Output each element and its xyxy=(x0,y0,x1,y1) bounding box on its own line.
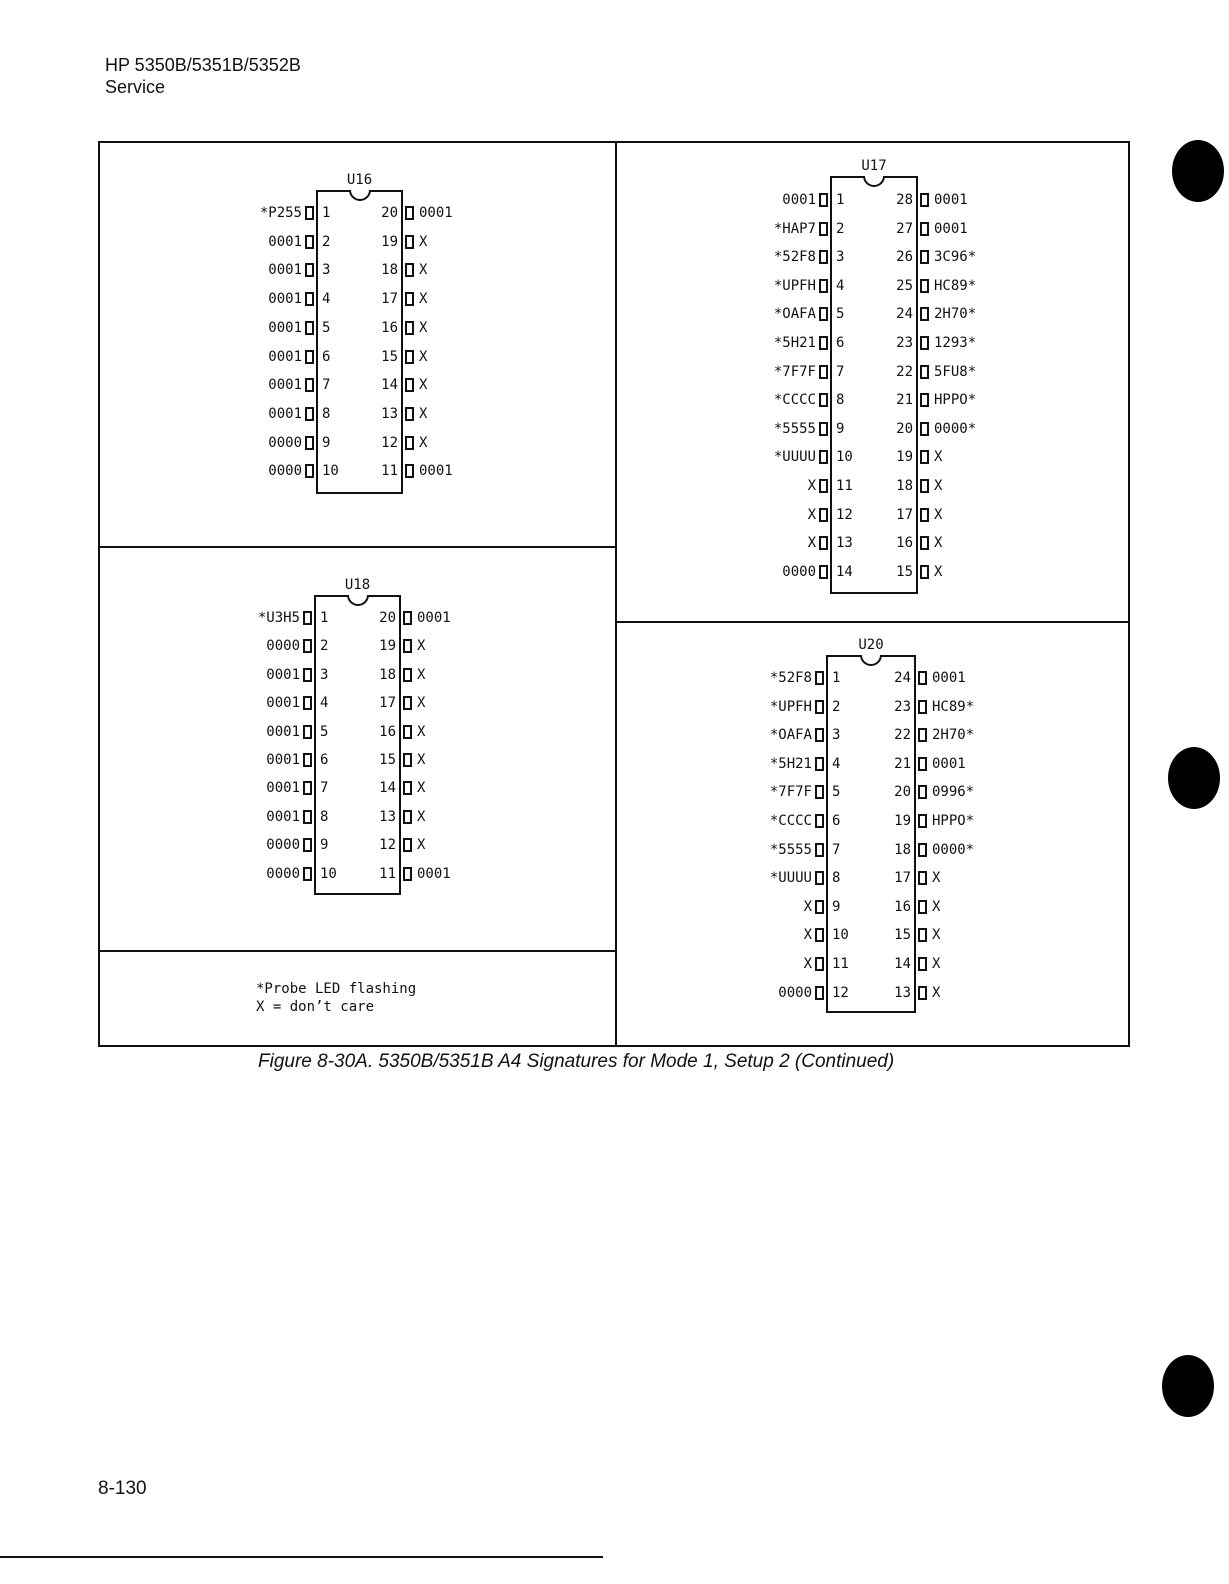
u17-pin-4-signature: *UPFH xyxy=(773,277,816,294)
u17-pin-17-number: 17 xyxy=(896,506,913,523)
u16-pin-15-signature: X xyxy=(419,348,428,365)
u17-pin-21-number: 21 xyxy=(896,392,913,409)
u17-pin-6-number: 6 xyxy=(836,335,845,351)
u16-pin-17-number: 17 xyxy=(381,291,398,308)
u18-pin-7-signature: 0001 xyxy=(266,780,300,797)
binder-hole-middle xyxy=(1168,747,1220,809)
u16-pin-2-number: 2 xyxy=(322,233,331,250)
pin-pad-icon xyxy=(920,422,929,436)
pin-pad-icon xyxy=(819,565,828,579)
pin-pad-icon xyxy=(403,781,412,795)
u16-pin-13-number: 13 xyxy=(381,405,398,422)
u18-pin-1-signature: *U3H5 xyxy=(257,610,300,626)
u17-pin-28-number: 28 xyxy=(896,192,913,208)
pin-pad-icon xyxy=(303,838,312,852)
u16-pin-18-number: 18 xyxy=(381,262,398,279)
pin-pad-icon xyxy=(815,957,824,971)
u20-pin-9-number: 9 xyxy=(832,898,841,915)
pin-pad-icon xyxy=(303,781,312,795)
u16-pin-13-signature: X xyxy=(419,405,428,422)
u17-pin-24-signature: 2H70* xyxy=(934,306,977,323)
bottom-rule xyxy=(0,1556,603,1558)
u20-pin-7-number: 7 xyxy=(832,841,841,858)
pin-pad-icon xyxy=(303,696,312,710)
u20-pin-8-number: 8 xyxy=(832,870,841,887)
u17-pin-5-number: 5 xyxy=(836,306,845,323)
u20-pin-4-number: 4 xyxy=(832,755,841,772)
pin-pad-icon xyxy=(303,753,312,767)
u17-pin-25-signature: HC89* xyxy=(934,277,977,294)
u20-pin-10-number: 10 xyxy=(832,927,849,944)
u20-pin-14-number: 14 xyxy=(894,956,911,972)
u20-pin-10-signature: X xyxy=(803,927,812,944)
u18-pin-3-number: 3 xyxy=(320,666,329,683)
pin-pad-icon xyxy=(403,668,412,682)
u20-pin-17-number: 17 xyxy=(894,870,911,887)
u16-pin-19-signature: X xyxy=(419,233,428,250)
u18-pin-4-signature: 0001 xyxy=(266,695,300,712)
u16-pin-14-signature: X xyxy=(419,377,428,394)
pin-pad-icon xyxy=(918,671,927,685)
pin-pad-icon xyxy=(303,867,312,881)
u20-pin-22-signature: 2H70* xyxy=(932,727,975,744)
pin-pad-icon xyxy=(920,450,929,464)
u17-pin-26-number: 26 xyxy=(896,249,913,266)
u17-pin-9-number: 9 xyxy=(836,420,845,437)
u20-pin-13-number: 13 xyxy=(894,984,911,1001)
pin-pad-icon xyxy=(918,757,927,771)
u17-pin-10-signature: *UUUU xyxy=(773,449,816,466)
figure-center-divider xyxy=(615,141,617,1047)
u18-pin-11-signature: 0001 xyxy=(417,865,451,882)
u16-pin-6-number: 6 xyxy=(322,348,331,365)
u17-pin-8-signature: *CCCC xyxy=(773,392,816,409)
u20-pin-23-signature: HC89* xyxy=(932,698,975,715)
u20-pin-4-signature: *5H21 xyxy=(769,755,812,772)
pin-pad-icon xyxy=(305,436,314,450)
pin-pad-icon xyxy=(303,611,312,625)
u20-pin-11-number: 11 xyxy=(832,956,849,972)
u17-pin-22-number: 22 xyxy=(896,363,913,380)
pin-pad-icon xyxy=(305,378,314,392)
u17-pin-1-number: 1 xyxy=(836,192,845,208)
pin-pad-icon xyxy=(405,206,414,220)
pin-pad-icon xyxy=(819,336,828,350)
pin-pad-icon xyxy=(305,407,314,421)
u20-pin-8-signature: *UUUU xyxy=(769,870,812,887)
u16-pin-5-signature: 0001 xyxy=(268,319,302,336)
u18-pin-10-signature: 0000 xyxy=(266,865,300,882)
u20-pin-14-signature: X xyxy=(932,956,941,972)
pin-pad-icon xyxy=(405,436,414,450)
pin-pad-icon xyxy=(403,838,412,852)
u17-pin-7-number: 7 xyxy=(836,363,845,380)
left-divider-2 xyxy=(100,950,615,952)
u17-pin-20-signature: 0000* xyxy=(934,420,977,437)
u18-label: U18 xyxy=(344,577,371,593)
pin-pad-icon xyxy=(815,671,824,685)
u16-pin-12-number: 12 xyxy=(381,434,398,451)
u16-pin-16-signature: X xyxy=(419,319,428,336)
u17-pin-21-signature: HPPO* xyxy=(934,392,977,409)
pin-pad-icon xyxy=(918,957,927,971)
u17-pin-27-signature: 0001 xyxy=(934,220,968,237)
u20-pin-21-number: 21 xyxy=(894,755,911,772)
u17-pin-6-signature: *5H21 xyxy=(773,335,816,351)
u17-pin-3-signature: *52F8 xyxy=(773,249,816,266)
pin-pad-icon xyxy=(403,611,412,625)
u17-pin-17-signature: X xyxy=(934,506,943,523)
u20-pin-2-number: 2 xyxy=(832,698,841,715)
u17-pin-16-number: 16 xyxy=(896,535,913,552)
u16-pin-1-signature: *P255 xyxy=(259,205,302,221)
pin-pad-icon xyxy=(305,321,314,335)
pin-pad-icon xyxy=(403,810,412,824)
pin-pad-icon xyxy=(819,307,828,321)
pin-pad-icon xyxy=(815,986,824,1000)
pin-pad-icon xyxy=(819,193,828,207)
u18-pin-6-signature: 0001 xyxy=(266,752,300,768)
u17-pin-13-signature: X xyxy=(807,535,816,552)
u18-pin-5-signature: 0001 xyxy=(266,723,300,740)
u20-pin-18-number: 18 xyxy=(894,841,911,858)
legend-dont-care: X = don’t care xyxy=(256,999,375,1015)
pin-pad-icon xyxy=(918,814,927,828)
pin-pad-icon xyxy=(815,700,824,714)
u16-pin-19-number: 19 xyxy=(381,233,398,250)
u16-pin-11-number: 11 xyxy=(381,463,398,480)
u16-label: U16 xyxy=(346,172,373,188)
u20-pin-3-signature: *OAFA xyxy=(769,727,812,744)
u16-pin-6-signature: 0001 xyxy=(268,348,302,365)
pin-pad-icon xyxy=(918,785,927,799)
pin-pad-icon xyxy=(819,536,828,550)
pin-pad-icon xyxy=(918,928,927,942)
u20-pin-15-signature: X xyxy=(932,927,941,944)
u18-pin-5-number: 5 xyxy=(320,723,329,740)
pin-pad-icon xyxy=(819,422,828,436)
pin-pad-icon xyxy=(920,536,929,550)
u18-pin-19-number: 19 xyxy=(379,638,396,655)
u16-pin-4-signature: 0001 xyxy=(268,291,302,308)
u17-pin-24-number: 24 xyxy=(896,306,913,323)
u20-pin-12-signature: 0000 xyxy=(778,984,812,1001)
pin-pad-icon xyxy=(403,696,412,710)
pin-pad-icon xyxy=(918,986,927,1000)
u17-pin-15-number: 15 xyxy=(896,563,913,580)
u18-pin-12-signature: X xyxy=(417,837,426,854)
pin-pad-icon xyxy=(819,365,828,379)
u16-pin-10-signature: 0000 xyxy=(268,463,302,480)
u17-label: U17 xyxy=(861,158,887,174)
u16-pin-16-number: 16 xyxy=(381,319,398,336)
u20-pin-13-signature: X xyxy=(932,984,941,1001)
pin-pad-icon xyxy=(819,450,828,464)
u18-pin-15-signature: X xyxy=(417,752,426,768)
pin-pad-icon xyxy=(920,508,929,522)
pin-pad-icon xyxy=(920,307,929,321)
u17-pin-19-signature: X xyxy=(934,449,943,466)
u17-pin-4-number: 4 xyxy=(836,277,845,294)
pin-pad-icon xyxy=(920,279,929,293)
u20-pin-19-signature: HPPO* xyxy=(932,813,975,829)
u17-pin-10-number: 10 xyxy=(836,449,853,466)
pin-pad-icon xyxy=(303,639,312,653)
u18-pin-17-number: 17 xyxy=(379,695,396,712)
u20-pin-2-signature: *UPFH xyxy=(769,698,812,715)
pin-pad-icon xyxy=(815,728,824,742)
u18-pin-2-number: 2 xyxy=(320,638,329,655)
u20-pin-6-signature: *CCCC xyxy=(769,813,812,829)
u20-pin-21-signature: 0001 xyxy=(932,755,966,772)
u16-pin-20-number: 20 xyxy=(381,205,398,221)
pin-pad-icon xyxy=(305,263,314,277)
u17-pin-5-signature: *OAFA xyxy=(773,306,816,323)
u17-pin-19-number: 19 xyxy=(896,449,913,466)
u17-pin-14-number: 14 xyxy=(836,563,853,580)
u17-pin-8-number: 8 xyxy=(836,392,845,409)
page-header xyxy=(105,54,301,98)
u17-pin-25-number: 25 xyxy=(896,277,913,294)
u18-pin-18-signature: X xyxy=(417,666,426,683)
pin-pad-icon xyxy=(819,279,828,293)
u17-pin-3-number: 3 xyxy=(836,249,845,266)
u16-pin-18-signature: X xyxy=(419,262,428,279)
u20-pin-16 xyxy=(0,898,941,916)
pin-pad-icon xyxy=(819,222,828,236)
u16-pin-8-number: 8 xyxy=(322,405,331,422)
pin-pad-icon xyxy=(405,235,414,249)
pin-pad-icon xyxy=(920,393,929,407)
pin-pad-icon xyxy=(815,928,824,942)
u16-pin-3-number: 3 xyxy=(322,262,331,279)
u16-pin-7-number: 7 xyxy=(322,377,331,394)
u16-pin-3-signature: 0001 xyxy=(268,262,302,279)
u18-pin-16-number: 16 xyxy=(379,723,396,740)
u18-pin-4-number: 4 xyxy=(320,695,329,712)
u20-pin-23-number: 23 xyxy=(894,698,911,715)
u18-pin-7-number: 7 xyxy=(320,780,329,797)
u20-pin-6-number: 6 xyxy=(832,813,841,829)
pin-pad-icon xyxy=(819,508,828,522)
u17-pin-23-number: 23 xyxy=(896,335,913,351)
u20-pin-5-number: 5 xyxy=(832,784,841,801)
u20-pin-16-number: 16 xyxy=(894,898,911,915)
u18-pin-6-number: 6 xyxy=(320,752,329,768)
pin-pad-icon xyxy=(403,639,412,653)
u20-pin-15-number: 15 xyxy=(894,927,911,944)
pin-pad-icon xyxy=(920,365,929,379)
u20-pin-1-number: 1 xyxy=(832,670,841,686)
u16-pin-5-number: 5 xyxy=(322,319,331,336)
u17-pin-2-number: 2 xyxy=(836,220,845,237)
pin-pad-icon xyxy=(305,235,314,249)
pin-pad-icon xyxy=(815,785,824,799)
binder-hole-top xyxy=(1172,140,1224,202)
u16-pin-14-number: 14 xyxy=(381,377,398,394)
u17-pin-26-signature: 3C96* xyxy=(934,249,977,266)
u16-pin-20-signature: 0001 xyxy=(419,205,453,221)
u17-pin-16-signature: X xyxy=(934,535,943,552)
u20-pin-17-signature: X xyxy=(932,870,941,887)
pin-pad-icon xyxy=(920,250,929,264)
u18-pin-14-signature: X xyxy=(417,780,426,797)
legend xyxy=(256,980,416,1016)
u17-pin-23-signature: 1293* xyxy=(934,335,977,351)
u18-pin-3-signature: 0001 xyxy=(266,666,300,683)
u16-pin-7-signature: 0001 xyxy=(268,377,302,394)
pin-pad-icon xyxy=(305,350,314,364)
u18-pin-16-signature: X xyxy=(417,723,426,740)
u18-pin-11-number: 11 xyxy=(379,865,396,882)
u16-pin-9-signature: 0000 xyxy=(268,434,302,451)
u17-pin-11-signature: X xyxy=(807,478,816,494)
u17-pin-15-signature: X xyxy=(934,563,943,580)
pin-pad-icon xyxy=(920,222,929,236)
u17-pin-12-number: 12 xyxy=(836,506,853,523)
legend-probe-led: *Probe LED flashing xyxy=(256,981,417,997)
u20-pin-12-number: 12 xyxy=(832,984,849,1001)
pin-pad-icon xyxy=(819,479,828,493)
u17-pin-14-signature: 0000 xyxy=(782,563,816,580)
u20-pin-11-signature: X xyxy=(803,956,812,972)
pin-pad-icon xyxy=(303,810,312,824)
pin-pad-icon xyxy=(918,728,927,742)
u18-pin-17-signature: X xyxy=(417,695,426,712)
header-section: Service xyxy=(105,77,166,97)
pin-pad-icon xyxy=(405,407,414,421)
pin-pad-icon xyxy=(405,321,414,335)
u16-pin-4-number: 4 xyxy=(322,291,331,308)
u16-pin-11-signature: 0001 xyxy=(419,463,453,480)
pin-pad-icon xyxy=(405,464,414,478)
u20-pin-5-signature: *7F7F xyxy=(769,784,812,801)
u17-pin-20-number: 20 xyxy=(896,420,913,437)
pin-pad-icon xyxy=(305,292,314,306)
u18-pin-8-signature: 0001 xyxy=(266,808,300,825)
u18-pin-15-number: 15 xyxy=(379,752,396,768)
u17-body xyxy=(830,176,918,594)
u16-pin-9-number: 9 xyxy=(322,434,331,451)
u18-pin-8-number: 8 xyxy=(320,808,329,825)
u20-pin-7-signature: *5555 xyxy=(769,841,812,858)
pin-pad-icon xyxy=(405,378,414,392)
u20-pin-20-signature: 0996* xyxy=(932,784,975,801)
u17-pin-7-signature: *7F7F xyxy=(773,363,816,380)
pin-pad-icon xyxy=(920,479,929,493)
u18-pin-20-signature: 0001 xyxy=(417,610,451,626)
header-model: HP 5350B/5351B/5352B xyxy=(105,55,301,75)
u20-pin-1-signature: *52F8 xyxy=(769,670,812,686)
pin-pad-icon xyxy=(815,814,824,828)
pin-pad-icon xyxy=(405,350,414,364)
u20-pin-9-signature: X xyxy=(803,898,812,915)
pin-pad-icon xyxy=(815,843,824,857)
pin-pad-icon xyxy=(405,263,414,277)
u20-pin-24-number: 24 xyxy=(894,670,911,686)
u16-pin-15-number: 15 xyxy=(381,348,398,365)
u16-pin-17-signature: X xyxy=(419,291,428,308)
figure-caption: Figure 8-30A. 5350B/5351B A4 Signatures for Mode 1, Setup 2 (Continued) xyxy=(258,1051,895,1072)
u20-pin-22-number: 22 xyxy=(894,727,911,744)
u20-pin-3-number: 3 xyxy=(832,727,841,744)
u20-pin-24-signature: 0001 xyxy=(932,670,966,686)
u18-pin-13-signature: X xyxy=(417,808,426,825)
u16-pin-10-number: 10 xyxy=(322,463,339,480)
pin-pad-icon xyxy=(303,725,312,739)
u17-pin-28 xyxy=(0,191,968,209)
pin-pad-icon xyxy=(815,757,824,771)
pin-pad-icon xyxy=(920,193,929,207)
u18-pin-10-number: 10 xyxy=(320,865,337,882)
u17-pin-22-signature: 5FU8* xyxy=(934,363,977,380)
u18-pin-18-number: 18 xyxy=(379,666,396,683)
u20-pin-19-number: 19 xyxy=(894,813,911,829)
u17-pin-11-number: 11 xyxy=(836,478,853,494)
pin-pad-icon xyxy=(403,867,412,881)
binder-hole-bottom xyxy=(1162,1355,1214,1417)
pin-pad-icon xyxy=(920,565,929,579)
right-divider xyxy=(617,621,1128,623)
u17-pin-12-signature: X xyxy=(807,506,816,523)
pin-pad-icon xyxy=(918,843,927,857)
u17-pin-28-signature: 0001 xyxy=(934,192,968,208)
pin-pad-icon xyxy=(303,668,312,682)
pin-pad-icon xyxy=(819,250,828,264)
pin-pad-icon xyxy=(305,206,314,220)
pin-pad-icon xyxy=(815,871,824,885)
left-divider-1 xyxy=(100,546,615,548)
u18-pin-9-number: 9 xyxy=(320,837,329,854)
pin-pad-icon xyxy=(918,900,927,914)
u18-pin-9-signature: 0000 xyxy=(266,837,300,854)
u17-pin-1-signature: 0001 xyxy=(782,192,816,208)
pin-pad-icon xyxy=(815,900,824,914)
u20-pin-20-number: 20 xyxy=(894,784,911,801)
u16-pin-8-signature: 0001 xyxy=(268,405,302,422)
u18-pin-1-number: 1 xyxy=(320,610,329,626)
u18-pin-12-number: 12 xyxy=(379,837,396,854)
pin-pad-icon xyxy=(405,292,414,306)
u18-pin-13-number: 13 xyxy=(379,808,396,825)
pin-pad-icon xyxy=(403,725,412,739)
u17-pin-27-number: 27 xyxy=(896,220,913,237)
u16-pin-12-signature: X xyxy=(419,434,428,451)
page-number: 8-130 xyxy=(98,1478,147,1499)
u20-pin-16-signature: X xyxy=(932,898,941,915)
u17-pin-9-signature: *5555 xyxy=(773,420,816,437)
u18-pin-20-number: 20 xyxy=(379,610,396,626)
u18-pin-19-signature: X xyxy=(417,638,426,655)
pin-pad-icon xyxy=(918,871,927,885)
pin-pad-icon xyxy=(918,700,927,714)
u17-pin-13-number: 13 xyxy=(836,535,853,552)
u16-pin-1-number: 1 xyxy=(322,205,331,221)
u17-pin-18-signature: X xyxy=(934,478,943,494)
u18-pin-2-signature: 0000 xyxy=(266,638,300,655)
pin-pad-icon xyxy=(403,753,412,767)
pin-pad-icon xyxy=(305,464,314,478)
u20-pin-18-signature: 0000* xyxy=(932,841,975,858)
u17-pin-2-signature: *HAP7 xyxy=(773,220,816,237)
u18-pin-14-number: 14 xyxy=(379,780,396,797)
pin-pad-icon xyxy=(920,336,929,350)
u20-label: U20 xyxy=(858,637,884,653)
u16-pin-2-signature: 0001 xyxy=(268,233,302,250)
u17-pin-18-number: 18 xyxy=(896,478,913,494)
pin-pad-icon xyxy=(819,393,828,407)
